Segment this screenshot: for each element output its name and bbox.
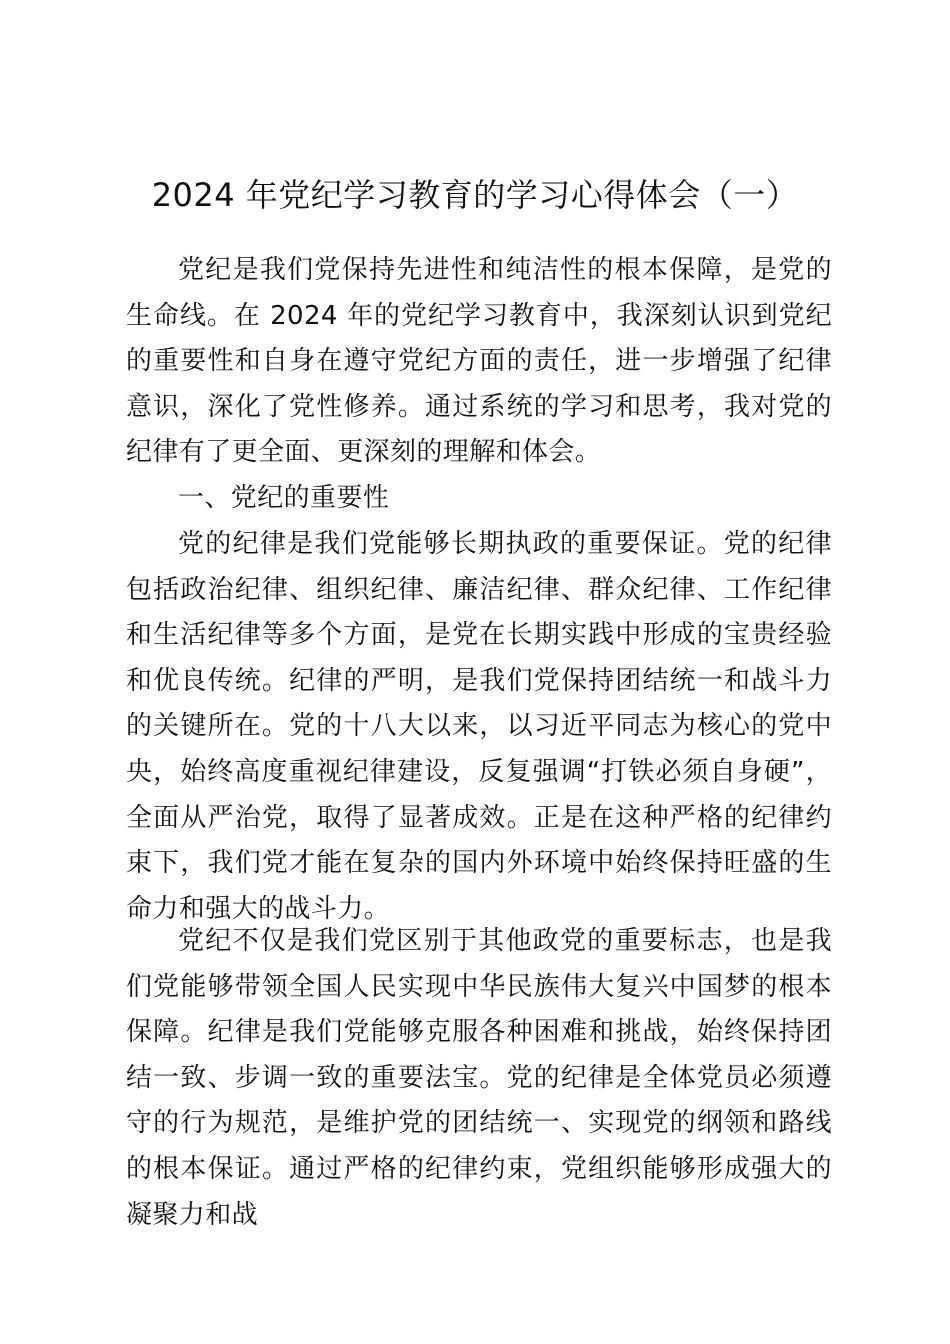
document-title: 2024 年党纪学习教育的学习心得体会（一） bbox=[151, 176, 799, 214]
paragraph-discipline-significance: 党纪不仅是我们党区别于其他政党的重要标志，也是我们党能够带领全国人民实现中华民族伟大复兴中国梦的根本保障。纪律是我们党能够克服各种困难和挑战，始终保持团结一致、步调一致的重要法宝。党的纪律是全体党员必须遵守的行为规范，是维护党的团结统一、实现党的纲领和路线的根本保证。通过严格的纪律约束，党组织能够形成强大的凝聚力和战 bbox=[126, 926, 832, 1230]
paragraph-discipline-importance: 党的纪律是我们党能够长期执政的重要保证。党的纪律包括政治纪律、组织纪律、廉洁纪律、群众纪律、工作纪律和生活纪律等多个方面，是党在长期实践中形成的宝贵经验和优良传统。纪律的严明，是我们党保持团结统一和战斗力的关键所在。党的十八大以来，以习近平同志为核心的党中央，始终高度重视纪律建设，反复强调“打铁必须自身硬”，全面从严治党，取得了显著成效。正是在这种严格的纪律约束下，我们党才能在复杂的国内外环境中始终保持旺盛的生命力和强大的战斗力。 bbox=[126, 529, 832, 924]
section-heading: 一、党纪的重要性 bbox=[178, 483, 390, 513]
paragraph-intro: 党纪是我们党保持先进性和纯洁性的根本保障，是党的生命线。在 2024 年的党纪学习教育中，我深刻认识到党纪的重要性和自身在遵守党纪方面的责任，进一步增强了纪律意识，深化了党性修养。通过系统的学习和思考，我对党的纪律有了更全面、更深刻的理解和体会。 bbox=[126, 255, 832, 468]
